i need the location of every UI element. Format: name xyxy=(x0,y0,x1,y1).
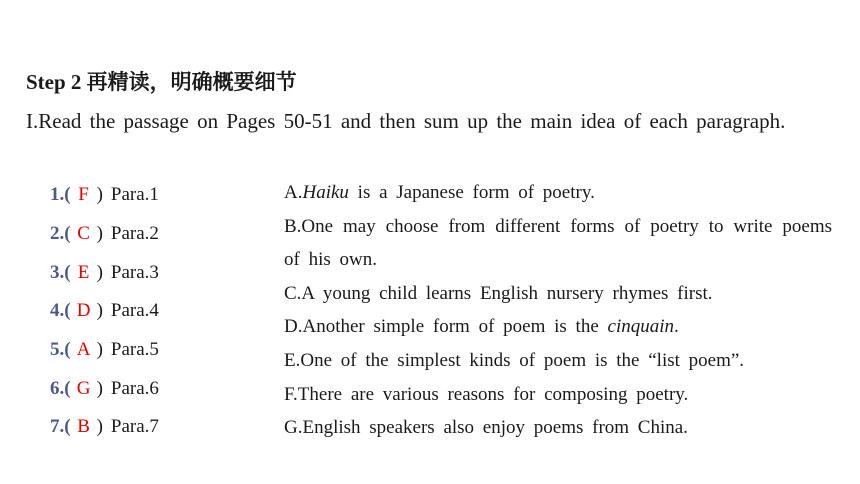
paragraph-label: Para.2 xyxy=(110,223,159,245)
answer-letter: E xyxy=(77,261,90,283)
answer-row xyxy=(50,292,159,331)
option-f: F.There are various reasons for composing poetry. xyxy=(284,383,689,405)
option-a-italic: Haiku xyxy=(302,182,349,203)
item-number: 3.( xyxy=(50,261,71,283)
paragraph-label: Para.4 xyxy=(110,300,159,322)
option-a-prefix: A. xyxy=(284,182,303,203)
paragraph-label: Para.3 xyxy=(110,261,159,283)
item-number: 7.( xyxy=(50,416,71,438)
option-g: G.English speakers also enjoy poems from China. xyxy=(284,417,688,439)
item-number: 1.( xyxy=(50,184,71,206)
answer-row xyxy=(50,369,159,408)
item-number: 4.( xyxy=(50,300,71,322)
option-d-italic: cinquain xyxy=(607,316,675,338)
answer-row xyxy=(50,253,159,292)
close-paren: ) xyxy=(96,377,103,399)
answer-list xyxy=(50,176,159,447)
option-e: E.One of the simplest kinds of poem is the “list poem”. xyxy=(284,349,745,371)
close-paren: ) xyxy=(96,339,103,361)
option-d xyxy=(284,310,832,344)
close-paren: ) xyxy=(96,261,103,283)
item-number: 6.( xyxy=(50,377,71,399)
answer-letter: B xyxy=(77,416,90,438)
options-list xyxy=(284,176,832,445)
close-paren: ) xyxy=(96,223,103,245)
option-d-prefix: D.Another simple form of poem is the xyxy=(284,316,608,338)
item-number: 2.( xyxy=(50,223,71,245)
option-c: C.A young child learns English nursery rhymes first. xyxy=(284,282,713,304)
close-paren: ) xyxy=(96,416,103,438)
answer-row xyxy=(50,215,159,254)
item-number: 5.( xyxy=(50,339,71,361)
paragraph-label: Para.6 xyxy=(110,377,159,399)
instruction-text: I.Read the passage on Pages 50-51 and then sum up the main idea of each paragraph. xyxy=(26,109,786,133)
paragraph-label: Para.5 xyxy=(110,339,159,361)
option-d-suffix: . xyxy=(674,316,679,338)
close-paren: ) xyxy=(96,300,103,322)
answer-row xyxy=(50,176,159,215)
option-a-rest: is a Japanese form of poetry. xyxy=(348,182,595,203)
paragraph-label: Para.7 xyxy=(110,416,159,438)
option-a xyxy=(284,176,832,210)
option-b: B.One may choose from different forms of poetry to write poems of his own. xyxy=(284,215,832,271)
answer-row xyxy=(50,331,159,370)
answer-letter: C xyxy=(77,223,90,245)
answer-letter: F xyxy=(78,184,89,206)
answer-letter: D xyxy=(76,300,91,322)
close-paren: ) xyxy=(96,184,103,206)
paragraph-label: Para.1 xyxy=(110,184,159,206)
answer-letter: A xyxy=(76,339,91,361)
section-title: Step 2 再精读，明确概要细节 xyxy=(26,70,297,94)
answer-row xyxy=(50,408,159,447)
answer-letter: G xyxy=(76,377,91,399)
